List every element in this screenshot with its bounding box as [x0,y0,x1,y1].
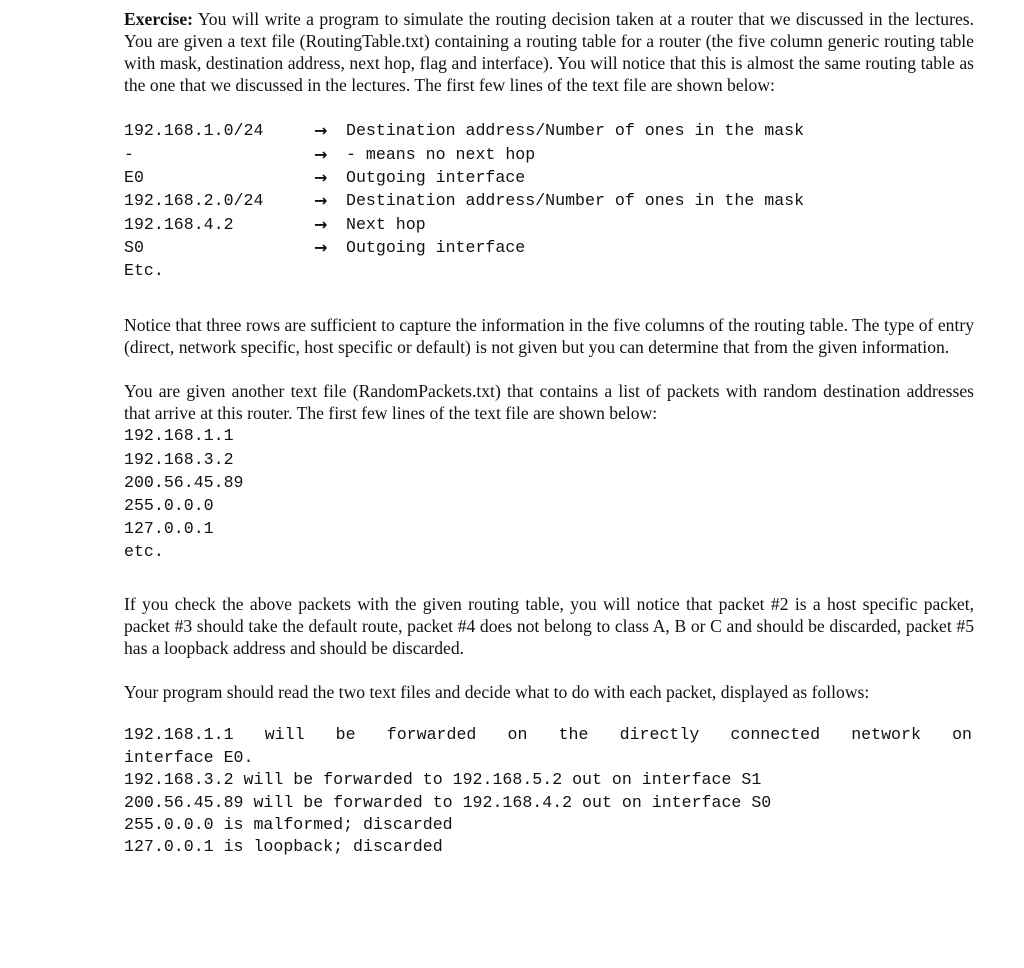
packet-item: etc. [124,542,164,562]
routing-table-row [124,189,974,212]
exercise-intro: You will write a program to simulate the routing decision taken at a router that we discussed in the lectures. You are given a text file (RoutingTable.txt) containing a routing table for a router (the five column generic routing table with mask, destination address, next hop, flag and interface). You will notice that this is almost the same routing table as the one that we discussed in the lectures. The first few lines of the text file are shown below: [124,9,974,95]
routing-table-sample [124,119,974,282]
expected-output [124,724,974,858]
routing-table-row [124,119,974,142]
output-line: 192.168.3.2 will be forwarded to 192.168.5.2 out on interface S1 [124,770,762,790]
arrow-icon: → [314,121,328,141]
routing-desc: Destination address/Number of ones in the mask [346,121,805,141]
routing-table-row [124,213,974,236]
output-line: interface E0. [124,747,254,767]
routing-value: - [124,144,134,164]
output-line: 192.168.1.1 will be forwarded on the directly connected network on [124,725,972,745]
paragraph-program-output: Your program should read the two text files and decide what to do with each packet, displayed as follows: [124,682,870,703]
routing-etc: Etc. [124,261,164,281]
routing-value: E0 [124,167,144,187]
routing-table-row [124,166,974,189]
routing-desc: Outgoing interface [346,238,526,258]
routing-table-row [124,236,974,259]
routing-value: 192.168.2.0/24 [124,191,264,211]
packet-item: 200.56.45.89 [124,472,244,492]
routing-desc: Next hop [346,214,426,234]
arrow-icon: → [314,144,328,164]
packet-list [124,424,974,563]
routing-value: 192.168.1.0/24 [124,121,264,141]
arrow-icon: → [314,238,328,258]
routing-desc: - means no next hop [346,144,536,164]
exercise-paragraph [124,8,974,96]
packet-item: 192.168.1.1 [124,426,234,446]
routing-value: 192.168.4.2 [124,214,234,234]
routing-desc: Destination address/Number of ones in the mask [346,191,805,211]
packet-item: 192.168.3.2 [124,449,234,469]
routing-table-row [124,142,974,165]
paragraph-rows-sufficient: Notice that three rows are sufficient to capture the information in the five columns of the routing table. The type of entry (direct, network specific, host specific or default) is not given but you can determine that from the given information. [124,315,974,358]
paragraph-random-packets: You are given another text file (RandomPackets.txt) that contains a list of packets with random destination addresses that arrive at this router. The first few lines of the text file are shown below: [124,381,974,424]
arrow-icon: → [314,167,328,187]
routing-desc: Outgoing interface [346,167,526,187]
arrow-icon: → [314,214,328,234]
paragraph-packet-analysis: If you check the above packets with the given routing table, you will notice that packet #2 is a host specific packet, packet #3 should take the default route, packet #4 does not belong to class A, B or C and should be discarded, packet #5 has a loopback address and should be discarded. [124,594,974,659]
packet-item: 127.0.0.1 [124,519,214,539]
document-page [124,8,974,859]
exercise-label: Exercise: [124,9,194,29]
output-line: 255.0.0.0 is malformed; discarded [124,815,453,835]
output-line: 200.56.45.89 will be forwarded to 192.168.4.2 out on interface S0 [124,792,772,812]
arrow-icon: → [314,191,328,211]
packet-item: 255.0.0.0 [124,495,214,515]
routing-value: S0 [124,238,144,258]
output-line: 127.0.0.1 is loopback; discarded [124,837,443,857]
